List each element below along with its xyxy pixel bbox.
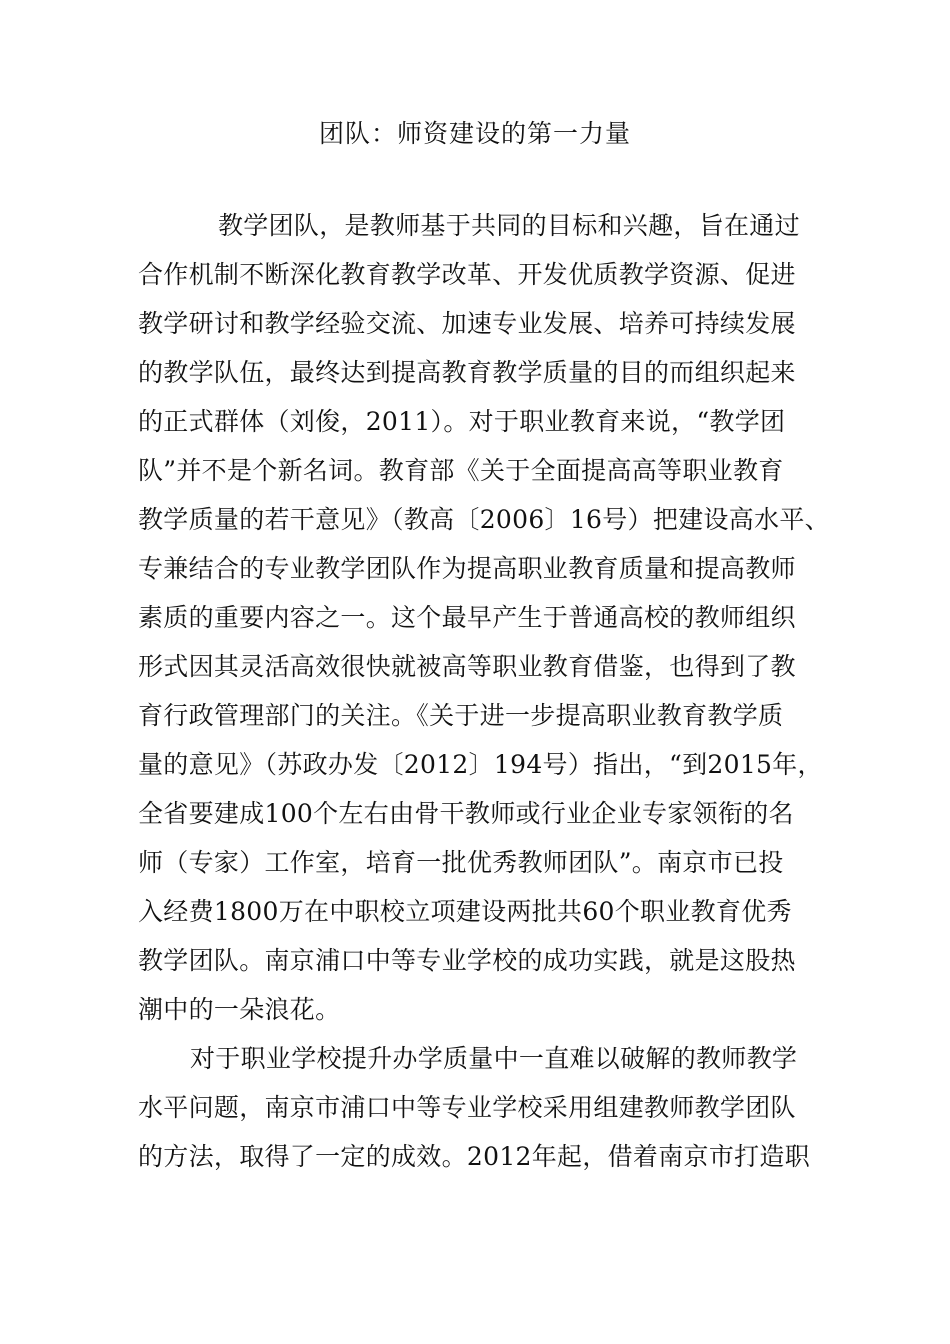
text-line: 的正式群体（刘俊，2011）。对于职业教育来说，“教学团 bbox=[138, 407, 786, 436]
text-line: 教学团队，是教师基于共同的目标和兴趣，旨在通过 bbox=[218, 211, 800, 240]
text-line: 入经费1800万在中职校立项建设两批共60个职业教育优秀 bbox=[138, 897, 792, 926]
text-line: 教学研讨和教学经验交流、加速专业发展、培养可持续发展 bbox=[138, 309, 796, 338]
text-line: 专兼结合的专业教学团队作为提高职业教育质量和提高教师 bbox=[138, 554, 796, 583]
text-line: 师（专家）工作室，培育一批优秀教师团队”。南京市已投 bbox=[138, 848, 784, 877]
text-line: 的方法，取得了一定的成效。2012年起，借着南京市打造职 bbox=[138, 1142, 811, 1171]
text-line: 队”并不是个新名词。教育部《关于全面提高高等职业教育 bbox=[138, 456, 784, 485]
text-line: 量的意见》（苏政办发〔2012〕194号）指出，“到2015年， bbox=[138, 750, 823, 779]
paragraph-1 bbox=[138, 208, 828, 1041]
text-line: 对于职业学校提升办学质量中一直难以破解的教师教学 bbox=[190, 1044, 798, 1073]
text-line: 潮中的一朵浪花。 bbox=[138, 995, 341, 1024]
text-line: 水平问题，南京市浦口中等专业学校采用组建教师教学团队 bbox=[138, 1093, 796, 1122]
paragraph-2 bbox=[138, 1041, 828, 1188]
document-title: 团队：师资建设的第一力量 bbox=[318, 119, 631, 148]
text-line: 教学质量的若干意见》（教高〔2006〕16号）把建设高水平、 bbox=[138, 505, 830, 534]
text-line: 合作机制不断深化教育教学改革、开发优质教学资源、促进 bbox=[138, 260, 796, 289]
text-line: 形式因其灵活高效很快就被高等职业教育借鉴，也得到了教 bbox=[138, 652, 796, 681]
text-line: 的教学队伍，最终达到提高教育教学质量的目的而组织起来 bbox=[138, 358, 796, 387]
document-body bbox=[138, 208, 828, 1188]
text-line: 育行政管理部门的关注。《关于进一步提高职业教育教学质 bbox=[138, 701, 784, 730]
text-line: 全省要建成100个左右由骨干教师或行业企业专家领衔的名 bbox=[138, 799, 794, 828]
text-line: 素质的重要内容之一。这个最早产生于普通高校的教师组织 bbox=[138, 603, 796, 632]
text-line: 教学团队。南京浦口中等专业学校的成功实践，就是这股热 bbox=[138, 946, 796, 975]
